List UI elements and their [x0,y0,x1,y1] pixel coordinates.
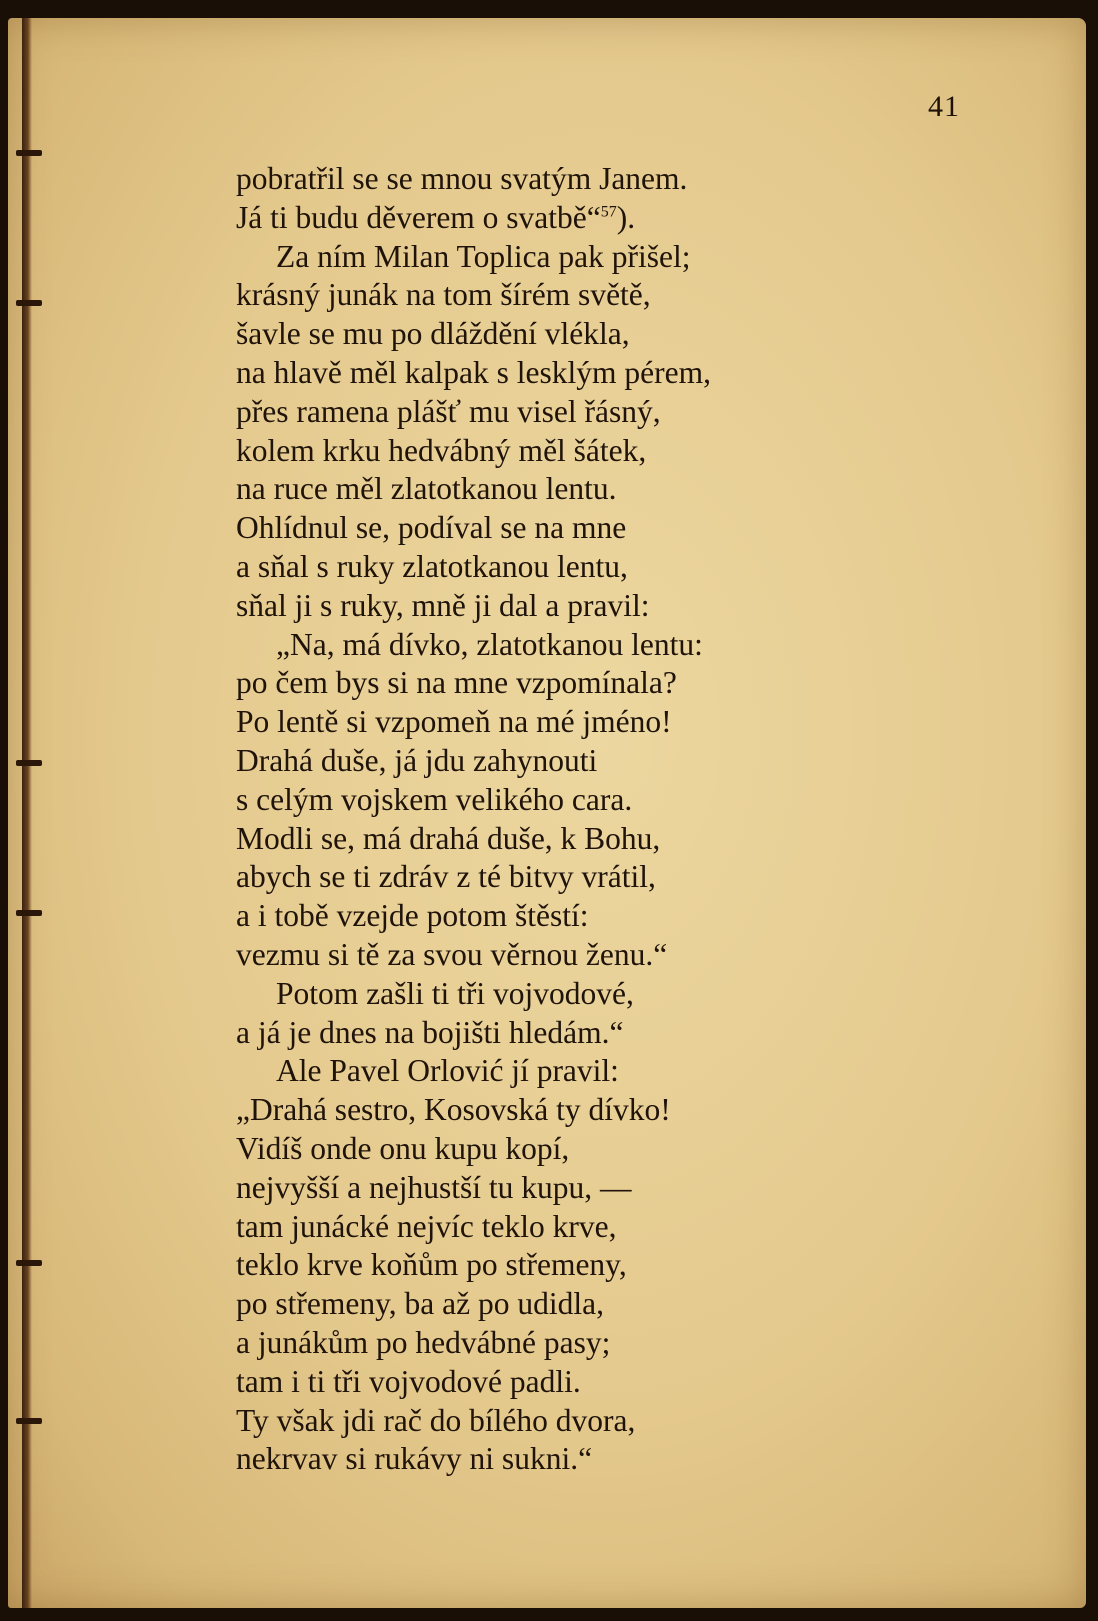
poem-line-text: nekrvav si rukávy ni sukni.“ [236,1441,593,1477]
poem-text [236,160,936,1479]
poem-line-text: Potom zašli ti tři vojvodové, [276,975,634,1011]
poem-line [236,1246,936,1285]
poem-line-text: Já ti budu děverem o svatbě“ [236,199,601,235]
poem-line [236,936,936,975]
poem-line [236,742,936,781]
poem-line [236,1169,936,1208]
poem-line [236,238,936,277]
poem-line-suffix: ). [616,199,636,235]
poem-line [236,548,936,587]
poem-line-text: s celým vojskem velikého cara. [236,781,633,817]
poem-line-text: nejvyšší a nejhustší tu kupu, — [236,1169,632,1205]
poem-line [236,703,936,742]
poem-line-text: sňal ji s ruky, mně ji dal a pravil: [236,587,650,623]
poem-line-text: vezmu si tě za svou věrnou ženu.“ [236,936,668,972]
poem-line [236,1130,936,1169]
poem-line-text: šavle se mu po dláždění vlékla, [236,316,630,352]
poem-line-text: Drahá duše, já jdu zahynouti [236,742,598,778]
poem-line-text: kolem krku hedvábný měl šátek, [236,432,647,468]
poem-line [236,897,936,936]
poem-line-text: tam i ti tři vojvodové padli. [236,1363,581,1399]
book-binding-edge [22,18,32,1608]
poem-line-text: „Na, má dívko, zlatotkanou lentu: [276,626,703,662]
binding-stitch [16,300,42,306]
poem-line-text: po čem bys si na mne vzpomínala? [236,665,677,701]
poem-line [236,1208,936,1247]
footnote-marker: 57 [600,203,617,221]
poem-line [236,781,936,820]
poem-line [236,354,936,393]
poem-line-text: Ohlídnul se, podíval se na mne [236,510,627,546]
binding-stitch [16,1418,42,1424]
poem-line [236,626,936,665]
poem-line [236,1285,936,1324]
poem-line-text: Modli se, má drahá duše, k Bohu, [236,820,661,856]
poem-line [236,470,936,509]
poem-line-text: teklo krve koňům po střemeny, [236,1247,627,1283]
poem-line [236,160,936,199]
poem-line-text: tam junácké nejvíc teklo krve, [236,1208,617,1244]
binding-stitch [16,760,42,766]
poem-line [236,315,936,354]
poem-line [236,509,936,548]
poem-line [236,975,936,1014]
poem-line-text: krásný junák na tom šírém světě, [236,277,651,313]
poem-line-text: a sňal s ruky zlatotkanou lentu, [236,548,628,584]
poem-line [236,820,936,859]
poem-line [236,393,936,432]
poem-line [236,664,936,703]
poem-line [236,199,936,238]
poem-line [236,1440,936,1479]
poem-line-text: pobratřil se se mnou svatým Janem. [236,161,688,196]
poem-line [236,1402,936,1441]
binding-stitch [16,910,42,916]
poem-line-text: a já je dnes na bojišti hledám.“ [236,1014,624,1050]
binding-stitch [16,150,42,156]
poem-line [236,1052,936,1091]
poem-line-text: Vidíš onde onu kupu kopí, [236,1130,570,1166]
poem-line [236,1014,936,1053]
poem-line-text: na hlavě měl kalpak s lesklým pérem, [236,354,711,390]
poem-line [236,587,936,626]
poem-line-text: Po lentě si vzpomeň na mé jméno! [236,704,672,740]
poem-line [236,1363,936,1402]
binding-stitch [16,1260,42,1266]
poem-line-text: na ruce měl zlatotkanou lentu. [236,471,617,507]
poem-line-text: po střemeny, ba až po udidla, [236,1286,604,1322]
poem-line [236,1091,936,1130]
poem-line-text: Ale Pavel Orlović jí pravil: [276,1053,619,1089]
poem-line-text: a i tobě vzejde potom štěstí: [236,898,589,934]
poem-line [236,1324,936,1363]
poem-line [236,432,936,471]
poem-line [236,858,936,897]
poem-line [236,276,936,315]
poem-line-text: „Drahá sestro, Kosovská ty dívko! [236,1092,671,1128]
page-number: 41 [928,90,960,123]
poem-line-text: a junákům po hedvábné pasy; [236,1324,611,1360]
poem-line-text: Za ním Milan Toplica pak přišel; [276,238,691,274]
poem-line-text: Ty však jdi rač do bílého dvora, [236,1402,636,1438]
poem-line-text: abych se ti zdráv z té bitvy vrátil, [236,859,656,895]
poem-line-text: přes ramena plášť mu visel řásný, [236,393,661,429]
